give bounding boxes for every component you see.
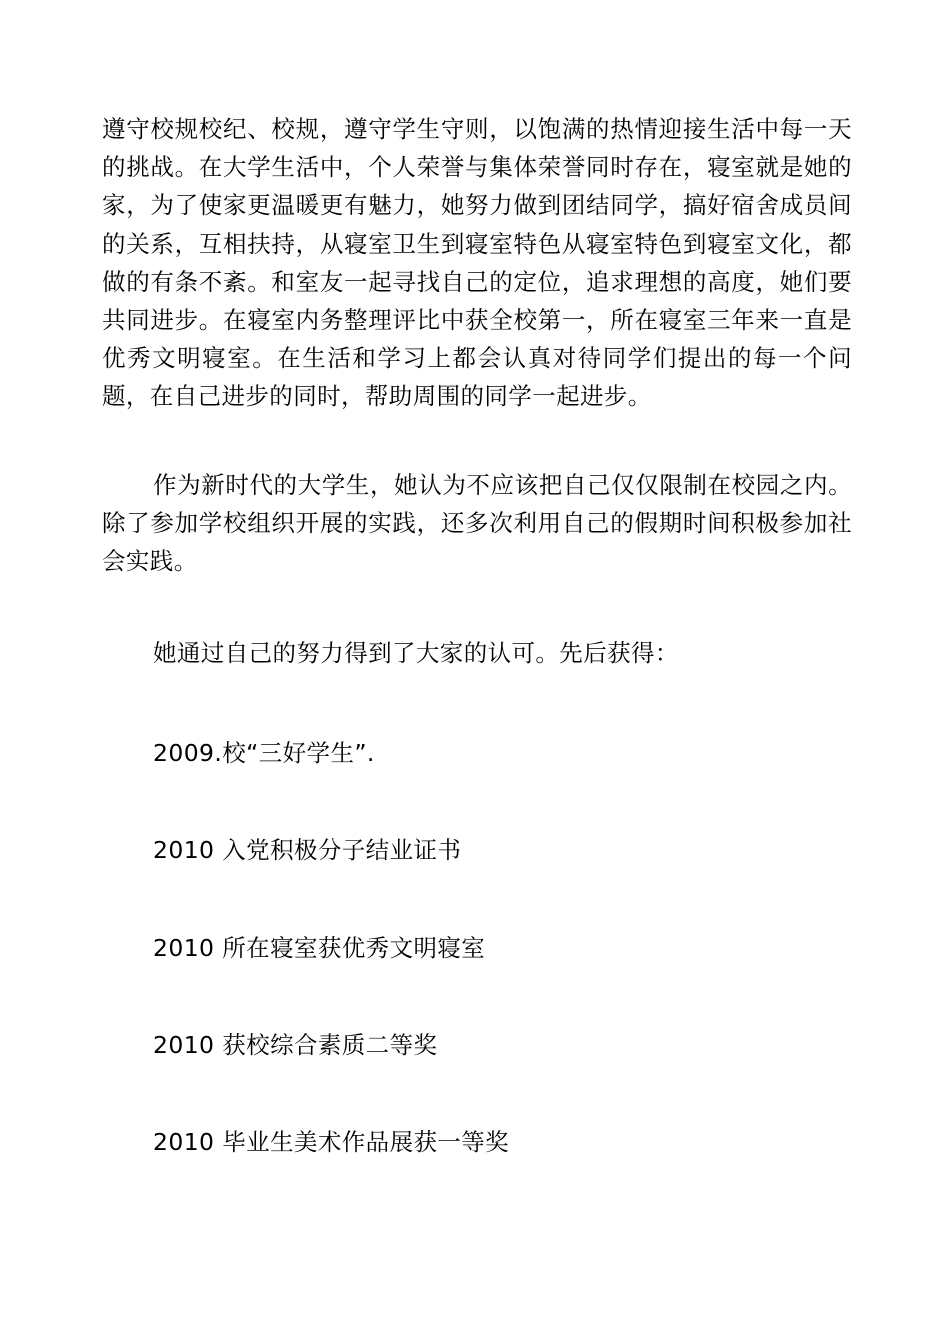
award-item: 2010 入党积极分子结业证书 — [153, 836, 462, 864]
award-item: 2010 毕业生美术作品展获一等奖 — [153, 1128, 510, 1156]
award-item: 2010 获校综合素质二等奖 — [153, 1031, 438, 1059]
paragraph-awards-intro: 她通过自己的努力得到了大家的认可。先后获得： — [153, 639, 679, 667]
award-item: 2009.校“三好学生”. — [153, 739, 375, 767]
paragraph-dormitory-life: 遵守校规校纪、校规，遵守学生守则，以饱满的热情迎接生活中每一天的挑战。在大学生活中，个人荣誉与集体荣誉同时存在，寝室就是她的家，为了使家更温暖更有魅力，她努力做到团结同学，搞好宿舍成员间的关系，互相扶持，从寝室卫生到寝室特色从寝室特色到寝室文化，都做的有条不紊。和室友一起寻找自己的定位，追求理想的高度，她们要共同进步。在寝室内务整理评比中获全校第一，所在寝室三年来一直是优秀文明寝室。在生活和学习上都会认真对待同学们提出的每一个问题，在自己进步的同时，帮助周围的同学一起进步。 — [102, 115, 852, 411]
award-item: 2010 所在寝室获优秀文明寝室 — [153, 934, 486, 962]
paragraph-social-practice: 作为新时代的大学生，她认为不应该把自己仅仅限制在校园之内。除了参加学校组织开展的实践，还多次利用自己的假期时间积极参加社会实践。 — [102, 471, 852, 576]
